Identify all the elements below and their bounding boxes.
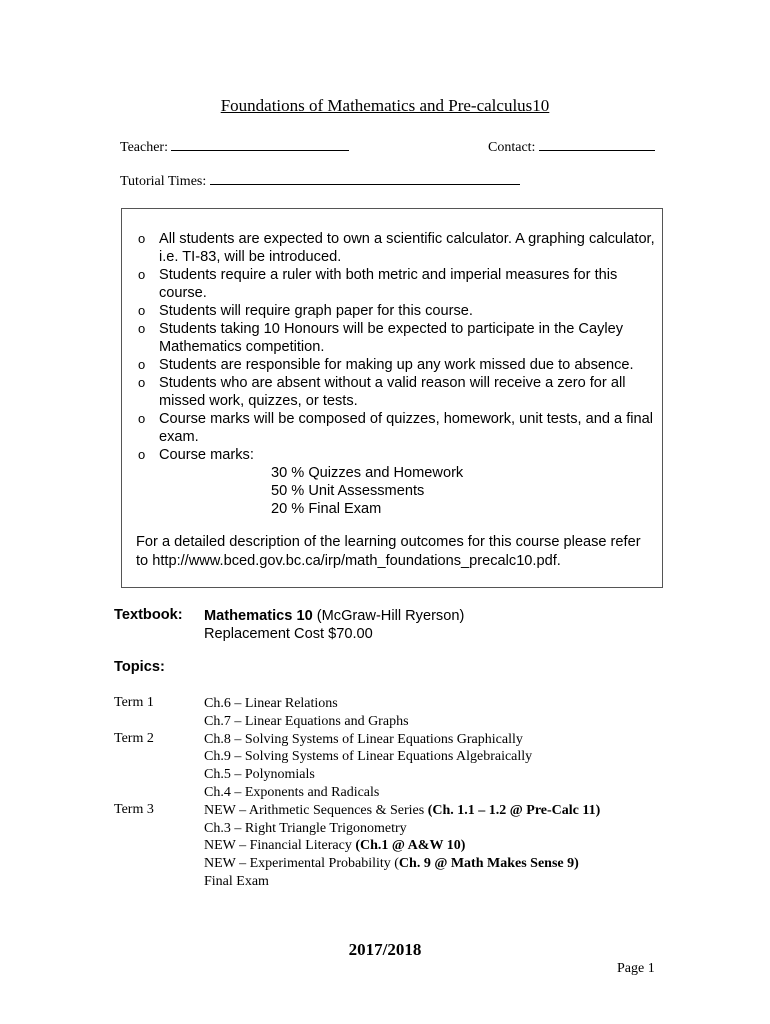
list-item: o Students who are absent without a valid reason will receive a zero for all missed work, quizzes, or tests. — [138, 375, 626, 409]
tutorial-times-field — [120, 171, 520, 190]
term-1-label: Term 1 — [114, 695, 154, 710]
tutorial-times-blank-line[interactable] — [210, 171, 520, 185]
bullet-icon: o — [138, 447, 146, 462]
bullet-icon: o — [138, 267, 146, 282]
textbook-title: Mathematics 10 — [204, 608, 313, 624]
bullet-icon: o — [138, 231, 146, 246]
marks-final-exam: 20 % Final Exam — [271, 501, 382, 517]
topic-line: Ch.4 – Exponents and Radicals — [204, 784, 380, 800]
page-title: Foundations of Mathematics and Pre-calculus10 — [220, 96, 550, 115]
term-3-label: Term 3 — [114, 802, 154, 817]
textbook-details — [204, 607, 464, 643]
list-item: o Course marks will be composed of quizzes, homework, unit tests, and a final exam. — [138, 411, 653, 445]
tutorial-times-label: Tutorial Times: — [120, 174, 207, 189]
bullet-icon: o — [138, 321, 146, 336]
expectations-list — [136, 230, 656, 518]
bullet-icon: o — [138, 411, 146, 426]
list-item: o Students are responsible for making up any work missed due to absence. — [138, 357, 634, 373]
list-item: o Students will require graph paper for this course. — [138, 303, 473, 319]
teacher-label: Teacher: — [120, 140, 168, 155]
teacher-blank-line[interactable] — [171, 137, 349, 151]
topic-line: Final Exam — [204, 873, 269, 889]
teacher-field — [120, 137, 349, 156]
contact-field — [488, 137, 655, 156]
school-year: 2017/2018 — [348, 940, 422, 959]
topic-line: NEW – Financial Literacy (Ch.1 @ A&W 10) — [204, 838, 466, 854]
list-item: o Students require a ruler with both metric and imperial measures for this course. — [138, 267, 618, 301]
course-marks-breakdown — [271, 464, 656, 518]
marks-quizzes: 30 % Quizzes and Homework — [271, 465, 464, 481]
list-item: o All students are expected to own a scientific calculator. A graphing calculator, i.e. TI-83, will be introduced. — [138, 231, 655, 265]
bullet-icon: o — [138, 375, 146, 390]
learning-outcomes-note: For a detailed description of the learning outcomes for this course please refer to http://www.bced.gov.bc.ca/irp/math_foundations_precalc10.pdf. — [136, 534, 641, 569]
topic-line: NEW – Experimental Probability (Ch. 9 @ Math Makes Sense 9) — [204, 856, 579, 872]
topics-label: Topics: — [114, 659, 165, 675]
topic-line: Ch.3 – Right Triangle Trigonometry — [204, 820, 407, 836]
marks-unit-assessments: 50 % Unit Assessments — [271, 483, 425, 499]
topic-line: Ch.5 – Polynomials — [204, 767, 315, 783]
textbook-label: Textbook: — [114, 607, 183, 623]
topic-line: NEW – Arithmetic Sequences & Series (Ch. 1.1 – 1.2 @ Pre-Calc 11) — [204, 802, 601, 818]
topic-line: Ch.9 – Solving Systems of Linear Equations Algebraically — [204, 749, 533, 765]
textbook-cost: Replacement Cost $70.00 — [204, 626, 373, 642]
topic-line: Ch.8 – Solving Systems of Linear Equations Graphically — [204, 731, 523, 747]
list-item: o Course marks: 30 % Quizzes and Homework 50 % Unit Assessments 20 % Final Exam — [136, 446, 656, 518]
topic-line: Ch.6 – Linear Relations — [204, 696, 338, 711]
bullet-icon: o — [138, 357, 146, 372]
topic-line: Ch.7 – Linear Equations and Graphs — [204, 713, 409, 729]
list-item: o Students taking 10 Honours will be expected to participate in the Cayley Mathematics competition. — [138, 321, 624, 355]
topics-list — [204, 695, 600, 891]
term-2-label: Term 2 — [114, 731, 154, 746]
textbook-publisher: (McGraw-Hill Ryerson) — [312, 608, 465, 624]
bullet-icon: o — [138, 303, 146, 318]
page-number: Page 1 — [617, 961, 655, 976]
contact-blank-line[interactable] — [539, 137, 655, 151]
course-expectations-box — [121, 208, 663, 588]
contact-label: Contact: — [488, 140, 536, 155]
